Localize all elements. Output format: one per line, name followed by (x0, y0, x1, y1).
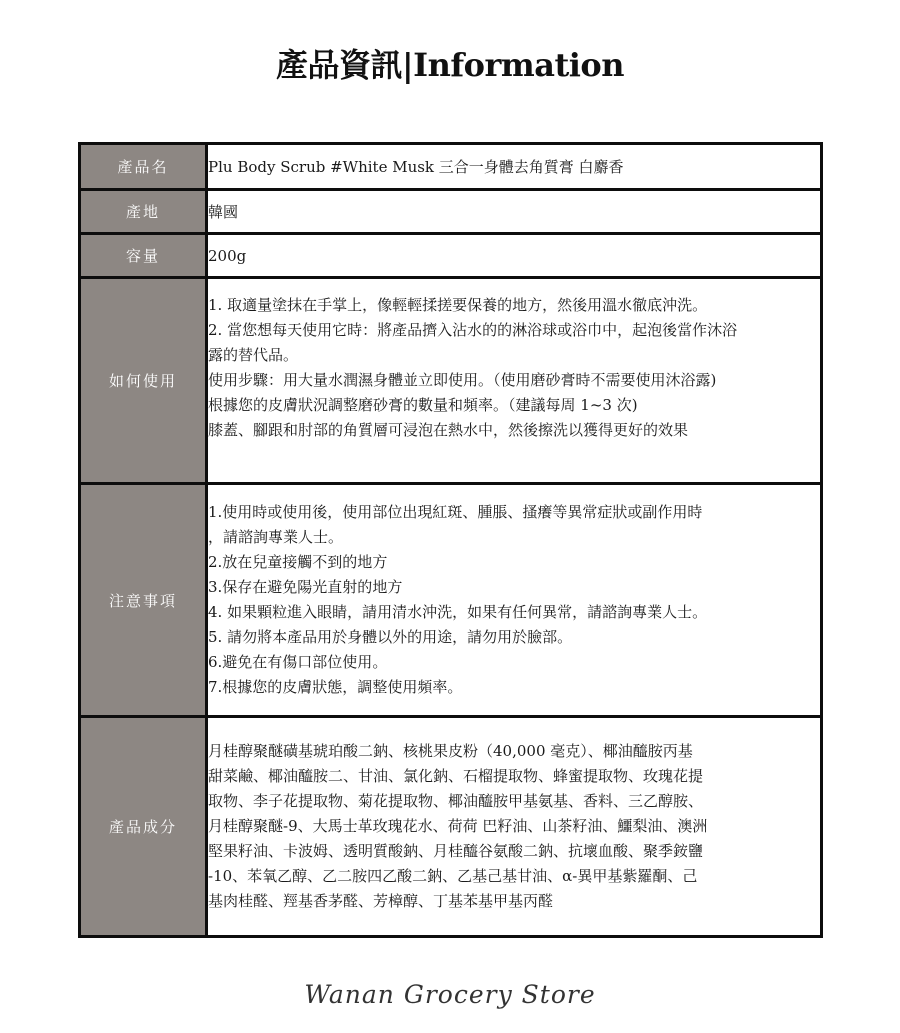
usage-instructions (207, 278, 822, 484)
origin-value: 韓國 (207, 190, 822, 234)
ingredient-line: 月桂醇聚醚磺基琥珀酸二鈉、核桃果皮粉（40,000 毫克）、椰油醯胺丙基 (208, 742, 693, 760)
usage-line: 根據您的皮膚狀況調整磨砂膏的數量和頻率。（建議每周 1~3 次) (208, 396, 638, 414)
volume-value: 200g (207, 234, 822, 278)
table-row-name (80, 144, 822, 190)
row-label-ingredients: 產品成分 (80, 717, 207, 937)
row-label-name: 產品名 (80, 144, 207, 190)
table-row-volume (80, 234, 822, 278)
usage-line: 2. 當您想每天使用它時：將產品擠入沾水的的淋浴球或浴巾中，起泡後當作沐浴 (208, 321, 738, 339)
caution-line: 2.放在兒童接觸不到的地方 (208, 553, 388, 571)
store-logo-text: Wanan Grocery Store (304, 980, 596, 1009)
ingredient-line: 基肉桂醛、羥基香茅醛、芳樟醇、丁基苯基甲基丙醛 (208, 892, 554, 910)
product-info-table (78, 142, 823, 938)
row-label-caution: 注意事項 (80, 484, 207, 717)
usage-line: 使用步驟：用大量水潤濕身體並立即使用。（使用磨砂膏時不需要使用沐浴露) (208, 371, 717, 389)
ingredient-line: 甜菜鹼、椰油醯胺二、甘油、氯化鈉、石榴提取物、蜂蜜提取物、玫瑰花提 (208, 767, 704, 785)
usage-line: 1. 取適量塗抹在手掌上，像輕輕揉搓要保養的地方，然後用溫水徹底沖洗。 (208, 296, 708, 314)
caution-line: 5. 請勿將本產品用於身體以外的用途，請勿用於臉部。 (208, 628, 573, 646)
ingredient-line: 月桂醇聚醚-9、大馬士革玫瑰花水、荷荷 巴籽油、山茶籽油、鱷梨油、澳洲 (208, 817, 708, 835)
caution-line: ，請諮詢專業人士。 (208, 528, 344, 546)
table-row-usage (80, 278, 822, 484)
table-row-origin (80, 190, 822, 234)
caution-line: 7.根據您的皮膚狀態，調整使用頻率。 (208, 678, 463, 696)
caution-line: 4. 如果顆粒進入眼睛，請用清水沖洗，如果有任何異常，請諮詢專業人士。 (208, 603, 708, 621)
caution-line: 1.使用時或使用後，使用部位出現紅斑、腫脹、搔癢等異常症狀或副作用時 (208, 503, 703, 521)
table-row-ingredients (80, 717, 822, 937)
ingredient-line: -10、苯氧乙醇、乙二胺四乙酸二鈉、乙基己基甘油、α-異甲基紫羅酮、己 (208, 867, 698, 885)
ingredient-line: 堅果籽油、卡波姆、透明質酸鈉、月桂醯谷氨酸二鈉、抗壞血酸、聚季銨鹽 (208, 842, 704, 860)
ingredients-list (207, 717, 822, 937)
usage-line: 露的替代品。 (208, 346, 299, 364)
product-name-value: Plu Body Scrub #White Musk 三合一身體去角質膏 白麝香 (207, 144, 822, 190)
row-label-origin: 產地 (80, 190, 207, 234)
table-row-caution (80, 484, 822, 717)
row-label-volume: 容量 (80, 234, 207, 278)
usage-line: 膝蓋、腳跟和肘部的角質層可浸泡在熱水中，然後擦洗以獲得更好的效果 (208, 421, 689, 439)
page-title: 產品資訊|Information (276, 46, 624, 84)
caution-line: 6.避免在有傷口部位使用。 (208, 653, 388, 671)
ingredient-line: 取物、李子花提取物、菊花提取物、椰油醯胺甲基氨基、香料、三乙醇胺、 (208, 792, 704, 810)
caution-line: 3.保存在避免陽光直射的地方 (208, 578, 403, 596)
row-label-usage: 如何使用 (80, 278, 207, 484)
caution-notes (207, 484, 822, 717)
